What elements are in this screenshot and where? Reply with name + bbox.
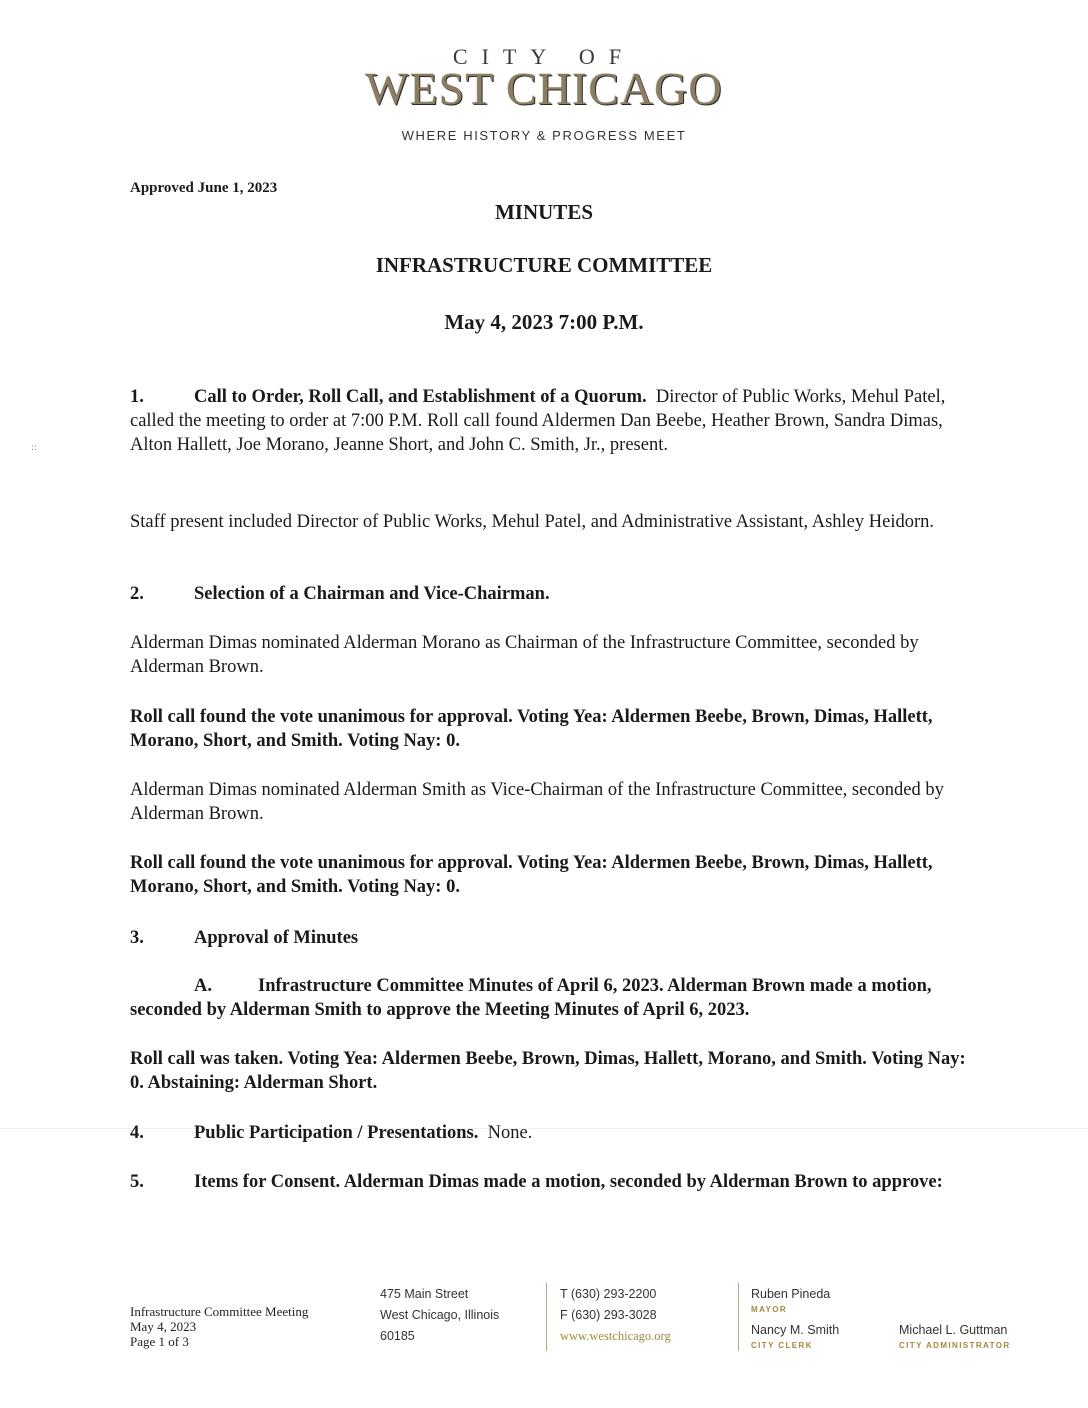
clerk-name: Nancy M. Smith	[751, 1323, 840, 1337]
vice-chairman-vote: Roll call found the vote unanimous for approval. Voting Yea: Aldermen Beebe, Brown, Dimas, Hallett, Morano, Short, and Smith. Voting Nay: 0.	[130, 853, 933, 897]
footer-clerk	[751, 1320, 839, 1356]
section-2	[130, 582, 970, 606]
footer-page-number: Page 1 of 3	[130, 1334, 189, 1349]
footer-address-line: West Chicago, Illinois	[380, 1308, 500, 1322]
section-5	[130, 1170, 970, 1194]
minutes-item-a	[130, 974, 970, 1022]
document-title: MINUTES	[494, 200, 594, 224]
footer-address-line: 475 Main Street	[380, 1287, 469, 1301]
section-heading: Call to Order, Roll Call, and Establishment of a Quorum.	[194, 387, 647, 407]
committee-name: INFRASTRUCTURE COMMITTEE	[375, 253, 713, 277]
section-text: None.	[487, 1123, 533, 1143]
approval-note: Approved June 1, 2023	[130, 180, 278, 196]
section-number: 2.	[130, 584, 144, 604]
chairman-nomination: Alderman Dimas nominated Alderman Morano as Chairman of the Infrastructure Committee, seconded by Alderman Brown.	[130, 633, 919, 677]
footer-divider	[738, 1283, 739, 1351]
footer-meeting-name: Infrastructure Committee Meeting	[130, 1304, 309, 1319]
letterhead-city-name: WEST CHICAGO	[365, 63, 723, 114]
item-text: Infrastructure Committee Minutes of April 6, 2023. Alderman Brown made a motion, seconded by Alderman Smith to approve the Meeting Minutes of April 6, 2023.	[130, 976, 932, 1020]
section-heading: Items for Consent. Alderman Dimas made a motion, seconded by Alderman Brown to approve:	[194, 1172, 943, 1192]
footer-meeting-date: May 4, 2023	[130, 1319, 197, 1334]
section-1	[130, 385, 970, 457]
section-number: 1.	[130, 387, 144, 407]
section-text: Director of Public Works, Mehul Patel, called the meeting to order at 7:00 P.M. Roll call found Aldermen Dan Beebe, Heather Brown, Sandra Dimas, Alton Hallett, Joe Morano, Jeanne Short, and John C. Smith, Jr., present.	[130, 387, 946, 455]
clerk-role: CITY CLERK	[751, 1341, 813, 1350]
footer-divider	[546, 1283, 547, 1351]
footer-address-line: 60185	[380, 1329, 415, 1343]
footer-website-link[interactable]: www.westchicago.org	[560, 1329, 671, 1343]
footer-address	[380, 1284, 499, 1347]
staff-present: Staff present included Director of Public Works, Mehul Patel, and Administrative Assistant, Ashley Heidorn.	[130, 512, 935, 532]
section-heading: Approval of Minutes	[194, 928, 359, 948]
section-number: 5.	[130, 1172, 144, 1192]
meeting-datetime: May 4, 2023 7:00 P.M.	[444, 310, 644, 334]
letterhead-tagline: WHERE HISTORY & PROGRESS MEET	[401, 128, 687, 143]
section-heading: Selection of a Chairman and Vice-Chairman.	[194, 584, 550, 604]
footer-fax: F (630) 293-3028	[560, 1308, 657, 1322]
section-heading: Public Participation / Presentations.	[194, 1123, 479, 1143]
footer-phone: T (630) 293-2200	[560, 1287, 657, 1301]
section-3	[130, 926, 970, 950]
chairman-vote: Roll call found the vote unanimous for approval. Voting Yea: Aldermen Beebe, Brown, Dimas, Hallett, Morano, Short, and Smith. Voting Nay: 0.	[130, 707, 933, 751]
section-number: 3.	[130, 928, 144, 948]
footer-meeting-info	[130, 1304, 308, 1349]
mayor-name: Ruben Pineda	[751, 1287, 831, 1301]
footer-mayor	[751, 1284, 830, 1320]
section-number: 4.	[130, 1123, 144, 1143]
section-4	[130, 1121, 970, 1145]
vice-chairman-nomination: Alderman Dimas nominated Alderman Smith as Vice-Chairman of the Infrastructure Committee, seconded by Alderman Brown.	[130, 780, 944, 824]
scan-mark: ::	[31, 443, 38, 453]
mayor-role: MAYOR	[751, 1305, 788, 1314]
administrator-role: CITY ADMINISTRATOR	[899, 1341, 1011, 1350]
footer-contact	[560, 1284, 671, 1347]
administrator-name: Michael L. Guttman	[899, 1323, 1008, 1337]
footer-administrator	[899, 1320, 1011, 1356]
letterhead-city-of: CITY OF	[452, 44, 636, 69]
minutes-vote: Roll call was taken. Voting Yea: Aldermen Beebe, Brown, Dimas, Hallett, Morano, and Smith. Voting Nay: 0. Abstaining: Alderman Short.	[130, 1049, 966, 1093]
item-letter: A.	[194, 976, 212, 996]
